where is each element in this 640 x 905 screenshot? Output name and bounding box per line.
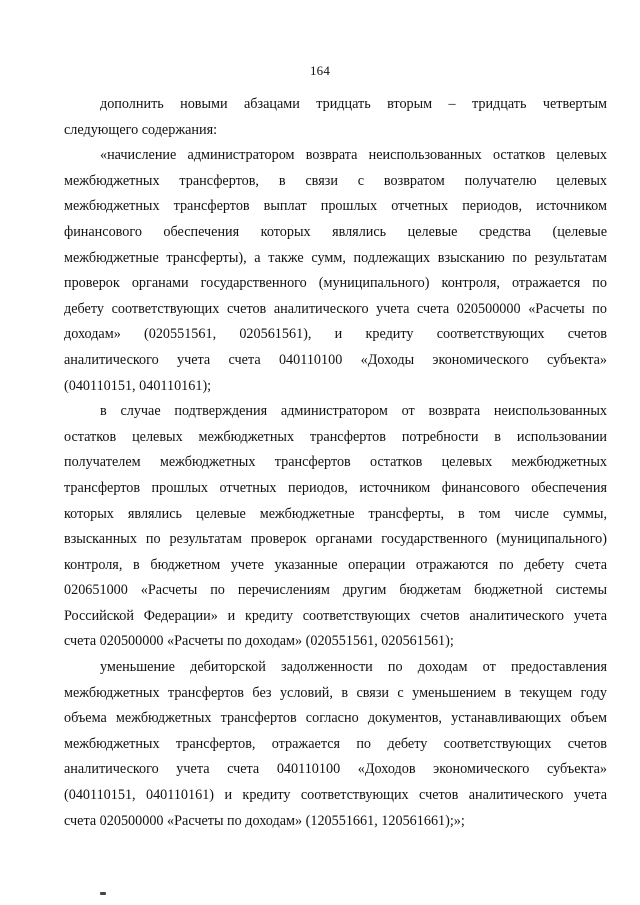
- text-line: доходам» (020551561, 020561561), и кредиту соответствующих счетов: [64, 326, 607, 343]
- paragraph-receivables-decrease: [64, 655, 607, 834]
- text-line: счета 020500000 «Расчеты по доходам» (020551561, 020561561);: [64, 633, 454, 650]
- text-line: контроля, в бюджетном учете указанные операции отражаются по дебету счета: [64, 556, 607, 573]
- text-line: счета 020500000 «Расчеты по доходам» (120551661, 120561661);»;: [64, 812, 465, 829]
- text-line: финансового обеспечения которых являлись целевые средства (целевые: [64, 223, 607, 240]
- document-body: [64, 92, 607, 834]
- text-line: получателем межбюджетных трансфертов остатков целевых межбюджетных: [64, 454, 607, 471]
- text-line: «начисление администратором возврата неиспользованных остатков целевых: [100, 147, 607, 164]
- text-line: остатков целевых межбюджетных трансфертов потребности в использовании: [64, 428, 607, 445]
- text-line: проверок органами государственного (муниципального) контроля, отражается по: [64, 275, 607, 292]
- text-line: взысканных по результатам проверок органами государственного (муниципального): [64, 531, 607, 548]
- text-line: уменьшение дебиторской задолженности по доходам от предоставления: [100, 659, 607, 676]
- text-line: (040110151, 040110161) и кредиту соответствующих счетов аналитического учета: [64, 787, 607, 804]
- text-line: объема межбюджетных трансфертов согласно документов, устанавливающих объем: [64, 710, 607, 727]
- paragraph-amendment-intro: [64, 92, 607, 143]
- text-line: аналитического учета счета 040110100 «Доходы экономического субъекта»: [64, 351, 607, 368]
- paragraph-accrual-return: [64, 143, 607, 399]
- page-number: 164: [309, 63, 331, 78]
- text-line: межбюджетных трансфертов, в связи с возвратом получателю целевых: [64, 172, 607, 189]
- paragraph-need-confirmation: [64, 399, 607, 655]
- text-line: трансфертов прошлых отчетных периодов, источником финансового обеспечения: [64, 479, 607, 496]
- text-line: аналитического учета счета 040110100 «Доходов экономического субъекта»: [64, 761, 607, 778]
- text-line: 020651000 «Расчеты по перечислениям другим бюджетам бюджетной системы: [64, 582, 607, 599]
- text-line: следующего содержания:: [64, 121, 218, 138]
- text-line: межбюджетных трансфертов, отражается по дебету соответствующих счетов: [64, 735, 607, 752]
- text-line: которых являлись целевые межбюджетные трансферты, в том числе суммы,: [64, 505, 607, 522]
- text-line: (040110151, 040110161);: [64, 377, 212, 394]
- text-line: в случае подтверждения администратором от возврата неиспользованных: [100, 403, 607, 420]
- text-line: межбюджетные трансферты), а также сумм, подлежащих взысканию по результатам: [64, 249, 607, 266]
- text-line: межбюджетных трансфертов без условий, в связи с уменьшением в текущем году: [64, 684, 607, 701]
- text-line: Российской Федерации» и кредиту соответствующих счетов аналитического учета: [64, 607, 607, 624]
- text-line: межбюджетных трансфертов выплат прошлых отчетных периодов, источником: [64, 198, 607, 215]
- text-line: дополнить новыми абзацами тридцать вторым – тридцать четвертым: [100, 96, 607, 112]
- scan-artifact: [100, 892, 106, 895]
- text-line: дебету соответствующих счетов аналитического учета счета 020500000 «Расчеты по: [64, 300, 607, 317]
